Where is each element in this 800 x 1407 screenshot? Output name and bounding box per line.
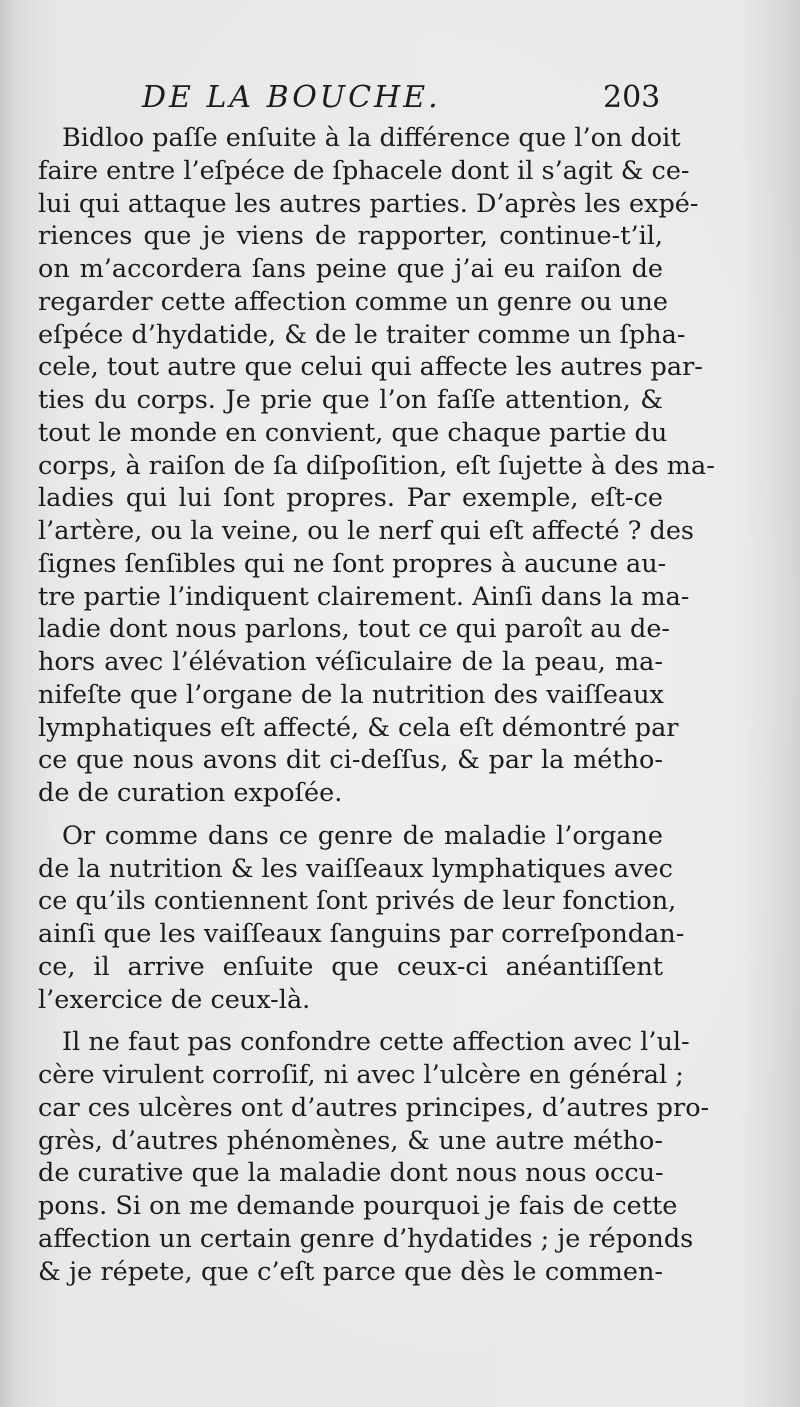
text-line: ce qu’ils contiennent ſont privés de leur fonction,: [38, 886, 677, 917]
text-line: Il ne faut pas confondre cette affection avec l’ul-: [62, 1027, 690, 1058]
text-line: l’artère, ou la veine, ou le nerf qui eſt affecté ? des: [38, 516, 694, 546]
text-line: l’exercice de ceux-là.: [38, 984, 311, 1015]
text-line: lymphatiques eſt affecté, & cela eſt démontré par: [38, 712, 679, 743]
paragraph-2: [38, 820, 685, 1017]
text-line: ainſi que les vaiſſeaux ſanguins par correſpondan-: [38, 919, 685, 949]
text-line: ce que nous avons dit ci-deſſus, & par la métho-: [38, 745, 663, 776]
page-number: 203: [603, 80, 661, 115]
paragraph-1: [38, 122, 715, 810]
text-line: faire entre l’eſpéce de ſphacele dont il s’agit & ce-: [38, 155, 690, 186]
text-line: de la nutrition & les vaiſſeaux lymphatiques avec: [38, 853, 673, 884]
text-line: grès, d’autres phénomènes, & une autre métho-: [38, 1125, 663, 1156]
text-line: riences que je viens de rapporter, continue-t’il,: [38, 221, 663, 252]
text-line: eſpéce d’hydatide, & de le traiter comme un ſpha-: [38, 319, 686, 350]
body-text: [38, 122, 715, 1288]
text-line: ce, il arrive enſuite que ceux-ci anéantiſſent: [38, 951, 663, 982]
text-line: car ces ulcères ont d’autres principes, d’autres pro-: [38, 1092, 710, 1123]
text-line: ties du corps. Je prie que l’on faſſe attention, &: [38, 385, 663, 415]
text-line: tre partie l’indiquent clairement. Ainſi dans la ma-: [38, 581, 690, 612]
text-line: & je répete, que c’eſt parce que dès le commen-: [38, 1256, 663, 1287]
text-line: ladies qui lui ſont propres. Par exemple, eſt-ce: [38, 483, 663, 514]
page-header: [0, 80, 800, 120]
text-line: corps, à raiſon de ſa diſpoſition, eſt ſujette à des ma-: [38, 450, 715, 481]
text-line: de de curation expoſée.: [38, 778, 343, 808]
text-line: de curative que la maladie dont nous nous occu-: [38, 1158, 664, 1189]
text-line: on m’accordera ſans peine que j’ai eu raiſon de: [38, 254, 663, 284]
text-line: ſignes ſenſibles qui ne ſont propres à aucune au-: [38, 548, 667, 579]
text-line: lui qui attaque les autres parties. D’après les expé-: [38, 188, 699, 219]
text-line: Bidloo paſſe enſuite à la différence que l’on doit: [62, 123, 681, 153]
text-line: nifeſte que l’organe de la nutrition des vaiſſeaux: [38, 679, 664, 710]
text-line: pons. Si on me demande pourquoi je fais de cette: [38, 1191, 678, 1221]
running-head: DE LA BOUCHE.: [142, 80, 441, 115]
text-line: Or comme dans ce genre de maladie l’organe: [62, 820, 663, 851]
text-line: cère virulent corroſif, ni avec l’ulcère en général ;: [38, 1060, 684, 1090]
text-line: regarder cette affection comme un genre ou une: [38, 286, 668, 317]
text-line: tout le monde en convient, que chaque partie du: [38, 417, 668, 448]
paragraph-3: [38, 1026, 710, 1288]
text-line: cele, tout autre que celui qui affecte les autres par-: [38, 352, 703, 383]
text-line: hors avec l’élévation véſiculaire de la peau, ma-: [38, 647, 663, 677]
text-line: ladie dont nous parlons, tout ce qui paroît au de-: [38, 614, 671, 645]
text-line: affection un certain genre d’hydatides ; je réponds: [38, 1223, 694, 1254]
